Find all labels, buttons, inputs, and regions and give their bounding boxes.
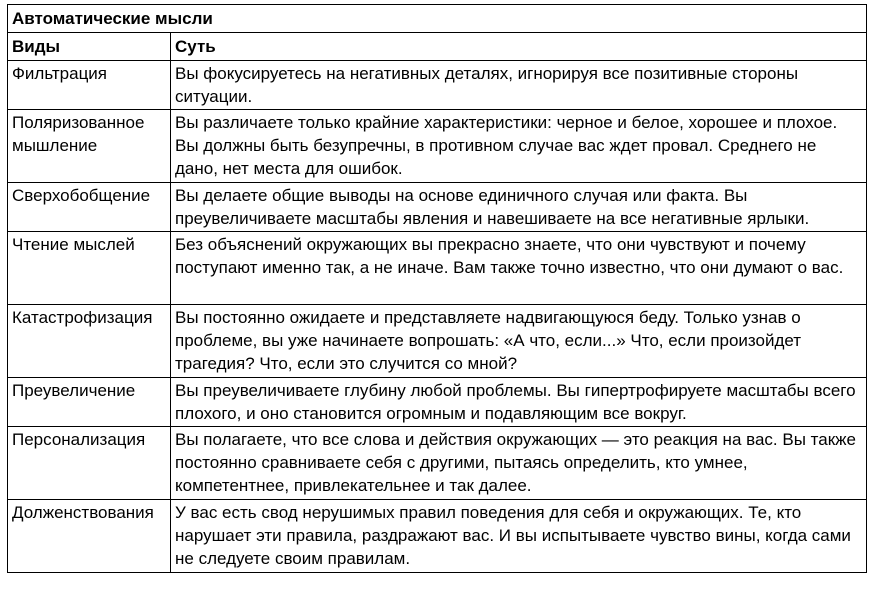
table-title-row (8, 5, 867, 33)
cell-essence[interactable]: Вы фокусируетесь на негативных деталях, игнорируя все позитивные стороны ситуации. (171, 61, 867, 110)
table-row-overgeneralization (8, 183, 867, 232)
table-row-polarized-thinking (8, 110, 867, 183)
cell-type[interactable]: Преувеличение (8, 378, 171, 427)
cell-type[interactable]: Поляризованное мышление (8, 110, 171, 183)
cell-type[interactable]: Сверхобобщение (8, 183, 171, 232)
cell-essence[interactable]: Вы постоянно ожидаете и представляете надвигающуюся беду. Только узнав о проблеме, вы уже начинаете вопрошать: «А что, если...» Что, если произойдет трагедия? Что, если это случится со мной? (171, 305, 867, 378)
cell-type[interactable]: Катастрофизация (8, 305, 171, 378)
header-essence[interactable]: Суть (171, 33, 867, 61)
table-header-row (8, 33, 867, 61)
table-row-personalization (8, 427, 867, 500)
table-row-mind-reading (8, 232, 867, 305)
cell-type[interactable]: Долженствования (8, 500, 171, 573)
table-row-catastrophizing (8, 305, 867, 378)
cell-type[interactable]: Персонализация (8, 427, 171, 500)
cell-essence[interactable]: Вы делаете общие выводы на основе единичного случая или факта. Вы преувеличиваете масштабы явления и навешиваете на все негативные ярлыки. (171, 183, 867, 232)
cell-essence[interactable]: Вы различаете только крайние характеристики: черное и белое, хорошее и плохое. Вы должны быть безупречны, в противном случае вас ждет провал. Среднего не дано, нет места для ошибок. (171, 110, 867, 183)
cell-type[interactable]: Чтение мыслей (8, 232, 171, 305)
cell-essence[interactable]: У вас есть свод нерушимых правил поведения для себя и окружающих. Те, кто нарушает эти правила, раздражают вас. И вы испытываете чувство вины, когда сами не следуете своим правилам. (171, 500, 867, 573)
table-row-filtering (8, 61, 867, 110)
automatic-thoughts-table (7, 4, 867, 573)
cell-essence[interactable]: Без объяснений окружающих вы прекрасно знаете, что они чувствуют и почему поступают именно так, а не иначе. Вам также точно известно, что они думают о вас. (171, 232, 867, 305)
table-row-magnification (8, 378, 867, 427)
header-type[interactable]: Виды (8, 33, 171, 61)
cell-type[interactable]: Фильтрация (8, 61, 171, 110)
cell-essence[interactable]: Вы полагаете, что все слова и действия окружающих — это реакция на вас. Вы также постоянно сравниваете себя с другими, пытаясь определить, кто умнее, компетентнее, привлекательнее и так далее. (171, 427, 867, 500)
cell-essence[interactable]: Вы преувеличиваете глубину любой проблемы. Вы гипертрофируете масштабы всего плохого, и оно становится огромным и подавляющим все вокруг. (171, 378, 867, 427)
table-row-shoulds (8, 500, 867, 573)
table-title[interactable]: Автоматические мысли (8, 5, 867, 33)
